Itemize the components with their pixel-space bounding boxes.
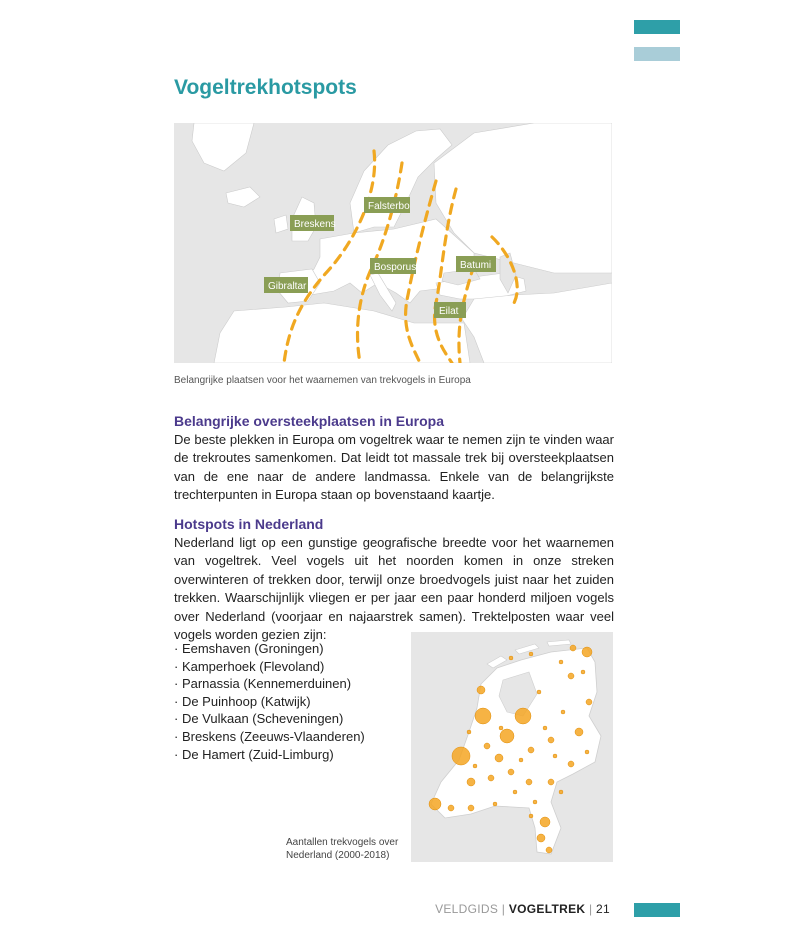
migration-bubble [495, 754, 503, 762]
migration-bubble [499, 726, 503, 730]
list-item: · De Puinhoop (Katwijk) [174, 693, 311, 709]
map-label-gibraltar: Gibraltar [268, 281, 307, 292]
migration-bubble [508, 769, 514, 775]
list-item: · Kamperhoek (Flevoland) [174, 658, 325, 674]
migration-bubble [529, 814, 533, 818]
europe-migration-map [174, 123, 612, 363]
europe-map-graphic [174, 123, 612, 363]
section-heading-crossings: Belangrijke oversteekplaatsen in Europa [174, 413, 444, 429]
migration-bubble [448, 805, 454, 811]
netherlands-bubble-map [411, 632, 613, 862]
footer-topic: VOGELTREK [508, 902, 586, 916]
migration-bubble [529, 652, 533, 656]
migration-bubble [546, 847, 552, 853]
migration-bubble [468, 805, 474, 811]
europe-map-caption: Belangrijke plaatsen voor het waarnemen van trekvogels in Europa [174, 375, 471, 386]
migration-bubble [586, 699, 592, 705]
list-item: · De Vulkaan (Scheveningen) [174, 711, 344, 727]
list-item: · Eemshaven (Groningen) [174, 641, 324, 656]
migration-bubble [473, 764, 477, 768]
map-label-falsterbo: Falsterbo [368, 201, 410, 212]
migration-bubble [452, 747, 470, 765]
migration-bubble [493, 802, 497, 806]
section-tab-marker-secondary [634, 47, 680, 61]
map-label-eilat: Eilat [439, 306, 459, 317]
section-heading-netherlands: Hotspots in Nederland [174, 516, 324, 532]
migration-bubble [561, 710, 565, 714]
migration-bubble [429, 798, 441, 810]
migration-bubble [575, 728, 583, 736]
migration-bubble [537, 834, 545, 842]
list-item: · Parnassia (Kennemerduinen) [174, 676, 352, 692]
migration-bubble [548, 779, 554, 785]
migration-bubble [533, 800, 537, 804]
list-item: · Breskens (Zeeuws-Vlaanderen) [174, 728, 365, 744]
migration-bubble [553, 754, 557, 758]
migration-bubble [585, 750, 589, 754]
migration-bubble [537, 690, 541, 694]
migration-bubble [509, 656, 513, 660]
migration-bubble [475, 708, 491, 724]
netherlands-map-caption: Aantallen trekvogels over Nederland (2000-2018) [286, 837, 399, 861]
hotspot-list [174, 640, 365, 763]
migration-bubble [582, 647, 592, 657]
section-body-netherlands: Nederland ligt op een gunstige geografische breedte voor het waarnemen van vogeltrek. Veel vogels uit het noorden komen in onze streken overwinteren of trekken door, terwijl onze broedvogels juist naar het zuiden trekken. Waarschijnlijk vliegen er per jaar een paar honderd miljoen vogels over Nederland (voorjaar en najaarstrek samen). Trektelposten waar veel vogels worden gezien zijn: [174, 535, 614, 643]
migration-bubble [559, 660, 563, 664]
migration-bubble [570, 645, 576, 651]
migration-bubble [467, 730, 471, 734]
footer-guide: VELDGIDS [435, 902, 499, 916]
migration-bubble [467, 778, 475, 786]
migration-bubble [543, 726, 547, 730]
map-label-batumi: Batumi [460, 260, 492, 271]
migration-bubble [515, 708, 531, 724]
migration-bubble [477, 686, 485, 694]
migration-bubble [519, 758, 523, 762]
migration-bubble [559, 790, 563, 794]
migration-bubble [488, 775, 494, 781]
section-tab-marker [634, 20, 680, 34]
migration-bubble [568, 673, 574, 679]
page-title: Vogeltrekhotspots [174, 76, 357, 99]
migration-bubble [528, 747, 534, 753]
migration-bubble [500, 729, 514, 743]
migration-bubble [581, 670, 585, 674]
migration-bubble [513, 790, 517, 794]
page-footer [435, 902, 610, 916]
map-label-bosporus: Bosporus [374, 262, 417, 273]
migration-bubble [568, 761, 574, 767]
migration-bubble [484, 743, 490, 749]
footer-tab-marker [634, 903, 680, 917]
footer-separator: | [501, 902, 506, 916]
map-label-breskens: Breskens [294, 219, 336, 230]
section-body-crossings: De beste plekken in Europa om vogeltrek waar te nemen zijn te vinden waar de trekroutes samenkomen. Dat leidt tot massale trek bij oversteekplaatsen van de ene naar de andere landmassa. Enkele van de belangrijkste trechterpunten in Europa staan op bovenstaand kaartje. [174, 432, 614, 503]
migration-bubble [548, 737, 554, 743]
migration-bubble [526, 779, 532, 785]
list-item: · De Hamert (Zuid-Limburg) [174, 746, 334, 762]
netherlands-map-graphic [411, 632, 613, 862]
footer-separator: | [588, 902, 593, 916]
migration-bubble [540, 817, 550, 827]
page-number: 21 [596, 902, 610, 916]
